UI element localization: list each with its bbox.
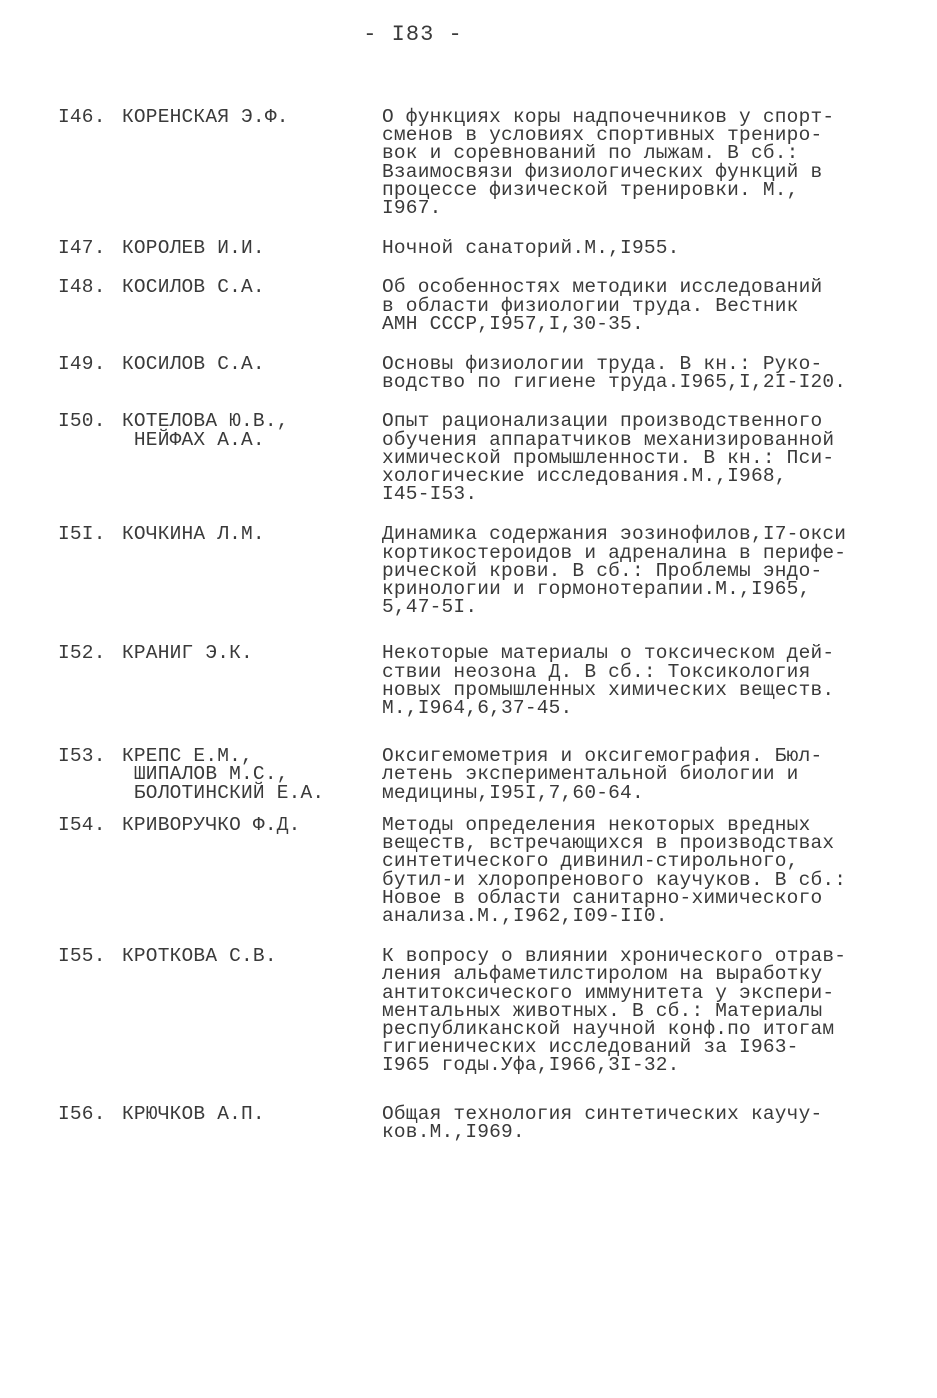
entry-number: I50. — [58, 410, 106, 433]
entry-author: КОРОЛЕВ И.И. — [122, 237, 265, 260]
entry-title: Ночной санаторий.М.,I955. — [382, 237, 680, 260]
page-number: - I83 - — [363, 22, 463, 47]
entry-number: I48. — [58, 276, 106, 299]
bibliography-entry — [58, 642, 888, 720]
entry-title: Методы определения некоторых вредных веществ, встречающихся в производствах синтетического дивинил-стирольного, бутил-и хлоропренового каучуков. В сб.: Новое в области санитарно-химического анализа.М.,I962,I09-II0. — [382, 813, 847, 927]
entry-number: I53. — [58, 745, 106, 768]
entry-title: Общая технология синтетических каучу- ков.М.,I969. — [382, 1102, 823, 1143]
bibliography-entry — [58, 237, 888, 260]
entry-author: КРИВОРУЧКО Ф.Д. — [122, 813, 301, 836]
entry-author: КОСИЛОВ С.А. — [122, 353, 265, 376]
entry-number: I5I. — [58, 523, 106, 546]
bibliography-entry — [58, 945, 888, 1077]
entry-number: I52. — [58, 642, 106, 665]
entry-title: Некоторые материалы о токсическом дей- ствии неозона Д. В сб.: Токсикология новых промышленных химических веществ. М.,I964,6,37-45. — [382, 642, 835, 720]
entry-author: КРАНИГ Э.К. — [122, 642, 253, 665]
entry-number: I55. — [58, 945, 106, 968]
entry-author: КРЕПС Е.М., ШИПАЛОВ М.С., БОЛОТИНСКИЙ Е.А. — [122, 745, 325, 804]
entry-author: КРЮЧКОВ А.П. — [122, 1102, 265, 1125]
entry-title: К вопросу о влиянии хронического отрав- ления альфаметилстиролом на выработку антитоксического иммунитета у экспери- ментальных животных. В сб.: Материалы республиканской научной конф.по итогам гигиенических исследований за I963- I965 годы.Уфа,I966,3I-32. — [382, 945, 847, 1077]
entry-title: О функциях коры надпочечников у спорт- сменов в условиях спортивных трениро- вок и соревнований по лыжам. В сб.: Взаимосвязи физиологических функций в процессе физической тренировки. М., I967. — [382, 106, 835, 220]
entry-author: КОТЕЛОВА Ю.В., НЕЙФАХ А.А. — [122, 410, 289, 451]
entry-title: Основы физиологии труда. В кн.: Руко- водство по гигиене труда.I965,I,2I-I20. — [382, 353, 847, 394]
entry-author: КОСИЛОВ С.А. — [122, 276, 265, 299]
entry-number: I54. — [58, 813, 106, 836]
bibliography-entry — [58, 813, 888, 927]
entry-number: I49. — [58, 353, 106, 376]
bibliography-entry — [58, 106, 888, 220]
bibliography-entry — [58, 353, 888, 394]
entry-number: I47. — [58, 237, 106, 260]
entry-author: КОРЕНСКАЯ Э.Ф. — [122, 106, 289, 128]
entry-title: Оксигемометрия и оксигемография. Бюл- летень экспериментальной биологии и медицины,I95I,7,60-64. — [382, 745, 823, 804]
bibliography-entry — [58, 410, 888, 506]
entry-number: I56. — [58, 1102, 106, 1125]
entry-title: Динамика содержания эозинофилов,I7-окси кортикостероидов и адреналина в перифе- рической крови. В сб.: Проблемы эндо- кринологии и гормонотерапии.М.,I965, 5,47-5I. — [382, 523, 847, 619]
entry-author: КРОТКОВА С.В. — [122, 945, 277, 968]
bibliography-entry — [58, 278, 888, 333]
entry-number: I46. — [58, 106, 106, 128]
bibliography-entry — [58, 1102, 888, 1143]
bibliography-entry — [58, 523, 888, 619]
entry-title: Опыт рационализации производственного обучения аппаратчиков механизированной химической промышленности. В кн.: Пси- хологические исследования.М.,I968, I45-I53. — [382, 410, 835, 506]
bibliography-entry — [58, 747, 888, 802]
entry-author: КОЧКИНА Л.М. — [122, 523, 265, 546]
bibliography-list — [58, 108, 888, 1141]
entry-title: Об особенностях методики исследований в области физиологии труда. Вестник АМН СССР,I957,I,30-35. — [382, 276, 823, 335]
